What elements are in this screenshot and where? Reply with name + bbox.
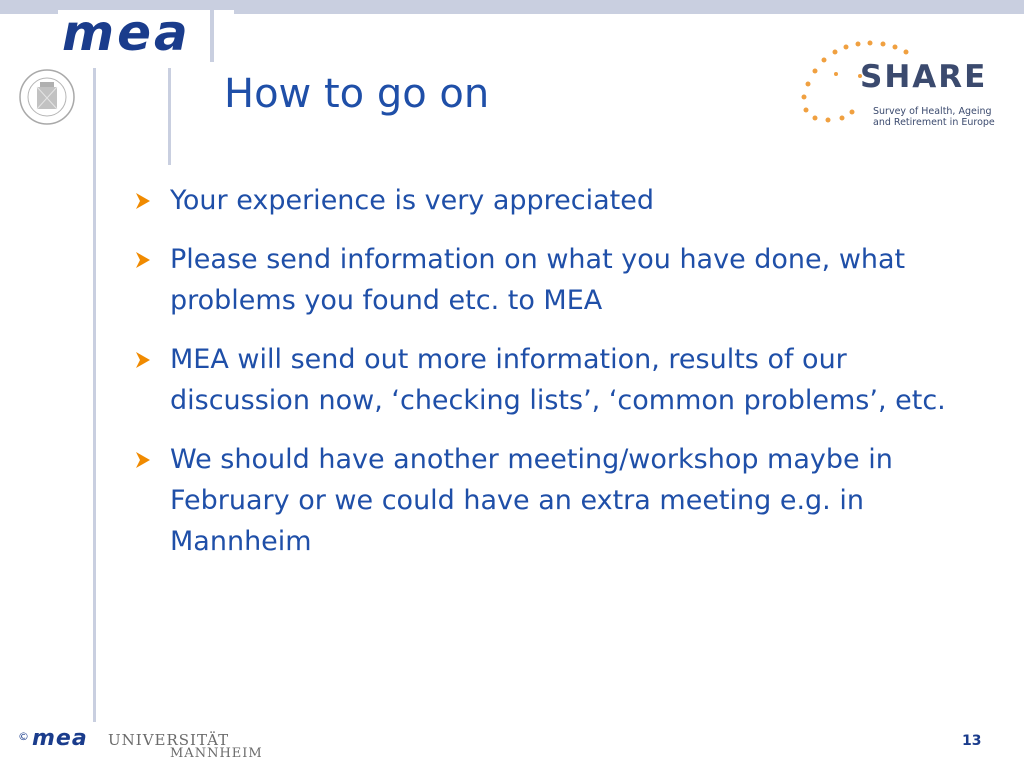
bullet-list: [132, 180, 992, 580]
bullet-text: Please send information on what you have done, what problems you found etc. to MEA: [170, 244, 906, 316]
footer-universitat: UNIVERSITÄT: [108, 731, 230, 749]
bullet-item: [132, 180, 992, 221]
share-subtitle: Survey of Health, Ageing and Retirement in Europe: [873, 106, 995, 128]
slide-title: How to go on: [224, 71, 490, 117]
bullet-item: [132, 239, 992, 321]
footer-mannheim: MANNHEIM: [170, 746, 263, 761]
arrow-bullet-icon: [134, 192, 152, 210]
university-seal-icon: [18, 68, 76, 126]
bullet-text: We should have another meeting/workshop maybe in February or we could have an extra meeting e.g. in Mannheim: [170, 444, 893, 557]
bullet-text: MEA will send out more information, results of our discussion now, ‘checking lists’, ‘common problems’, etc.: [170, 344, 946, 416]
left-vertical-rule: [93, 0, 96, 722]
page-number: 13: [962, 733, 982, 749]
share-wordmark: SHARE: [860, 59, 988, 95]
arrow-bullet-icon: [134, 451, 152, 469]
copyright-symbol: ©: [18, 730, 29, 743]
logo-vertical-rule: [210, 0, 214, 62]
mea-logo: mea: [62, 4, 191, 62]
footer-mea-logo: mea: [32, 726, 88, 751]
bullet-text: Your experience is very appreciated: [170, 185, 655, 216]
arrow-bullet-icon: [134, 251, 152, 269]
arrow-bullet-icon: [134, 351, 152, 369]
bullet-item: [132, 339, 992, 421]
bullet-item: [132, 439, 992, 562]
